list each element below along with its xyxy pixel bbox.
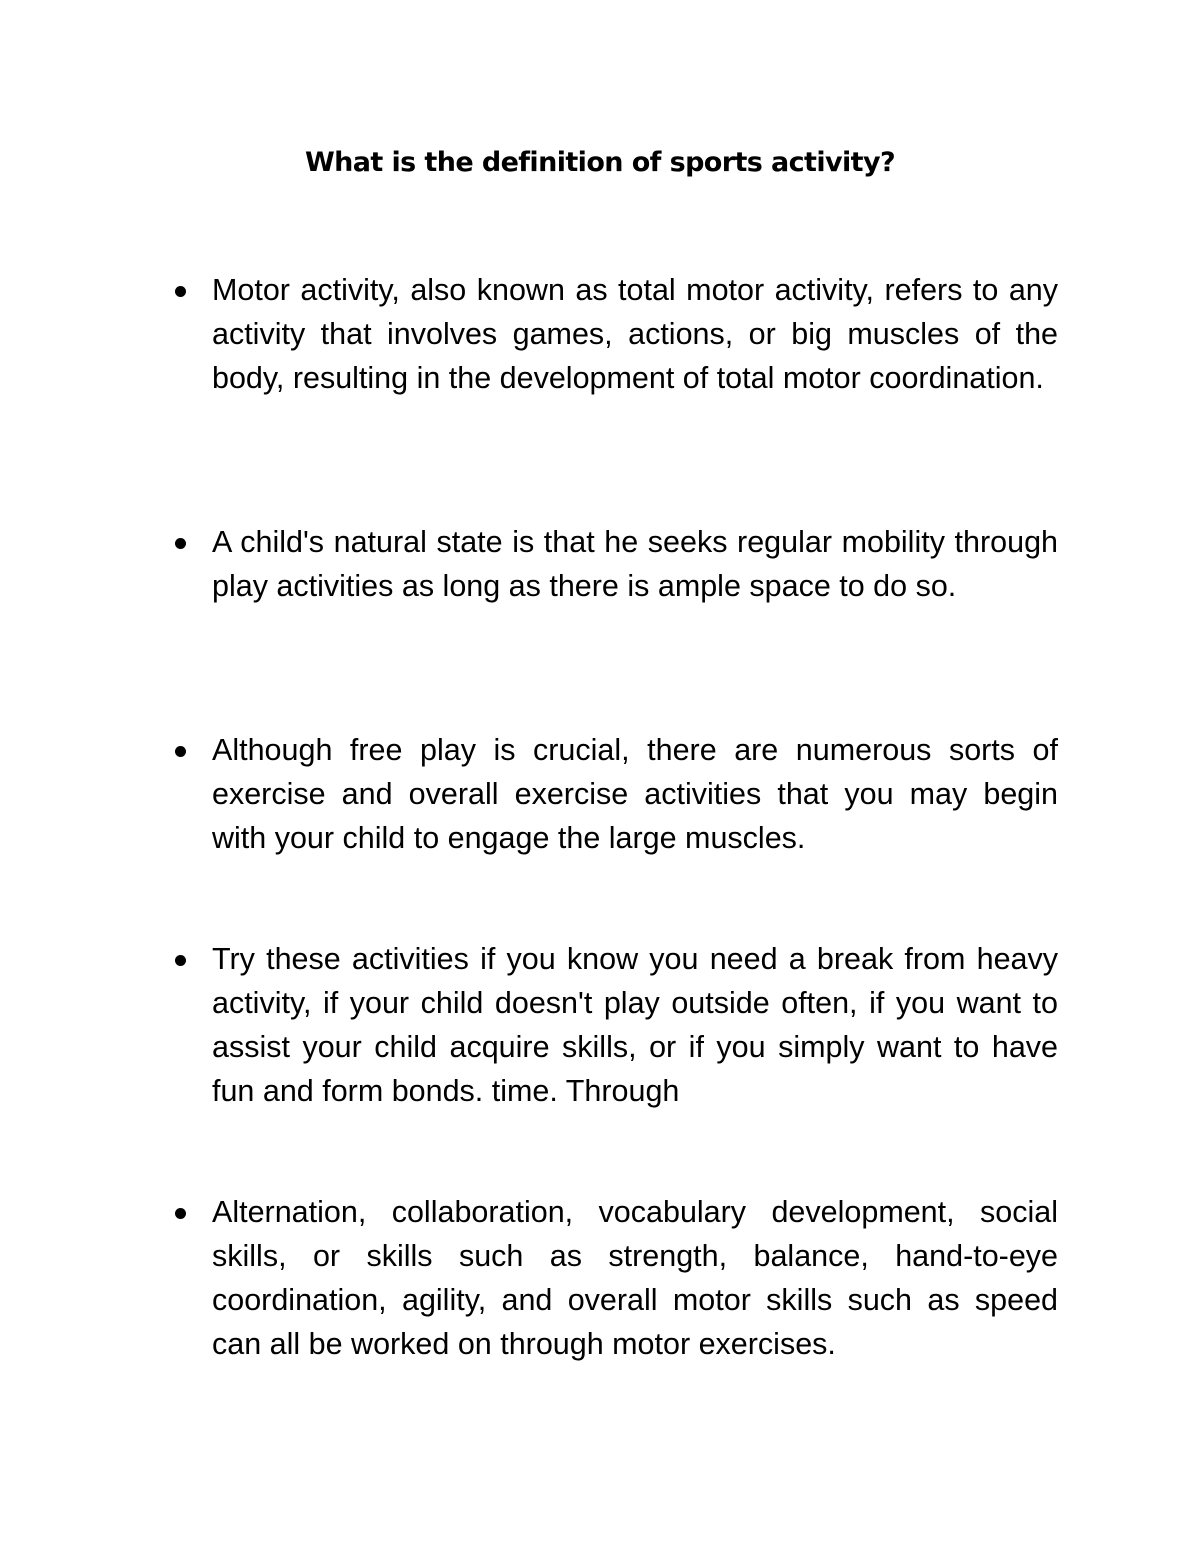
document-title: What is the definition of sports activity?: [304, 147, 896, 178]
bullet-icon: [175, 286, 186, 297]
bullet-icon: [175, 538, 186, 549]
bullet-text: A child's natural state is that he seeks regular mobility through play activities as long as there is ample space to do so.: [212, 525, 1058, 603]
bullet-text: Motor activity, also known as total motor activity, refers to any activity that involves games, actions, or big muscles of the body, resulting in the development of total motor coordination.: [212, 273, 1058, 395]
bullet-icon: [175, 746, 186, 757]
bullet-text: Try these activities if you know you need a break from heavy activity, if your child doesn't play outside often, if you want to assist your child acquire skills, or if you simply want to have fun and form bonds. time. Through: [212, 942, 1058, 1108]
bullet-icon: [175, 955, 186, 966]
bullet-text: Although free play is crucial, there are numerous sorts of exercise and overall exercise activities that you may begin with your child to engage the large muscles.: [212, 733, 1058, 855]
bullet-icon: [175, 1208, 186, 1219]
bullet-text: Alternation, collaboration, vocabulary development, social skills, or skills such as strength, balance, hand-to-eye coordination, agility, and overall motor skills such as speed can all be worked on through motor exercises.: [212, 1195, 1058, 1361]
